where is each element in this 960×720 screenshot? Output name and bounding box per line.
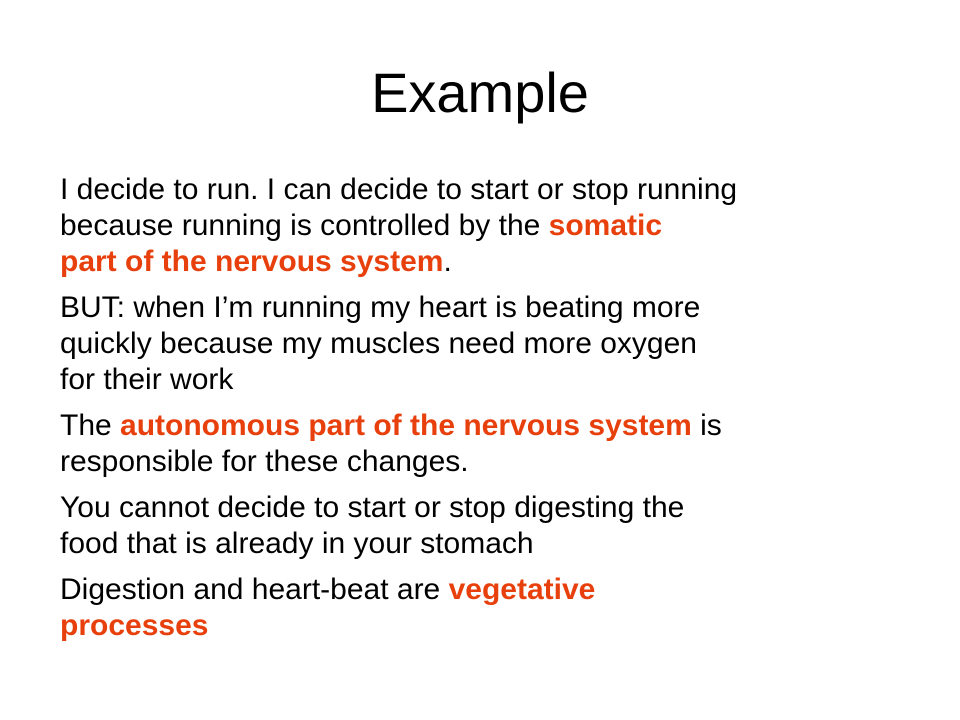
paragraph-digesting — [60, 490, 900, 562]
highlight-processes: processes — [60, 609, 209, 642]
text-line — [60, 244, 900, 280]
slide-title: Example — [371, 61, 589, 124]
paragraph-vegetative — [60, 572, 900, 644]
highlight-nervous-system: part of the nervous system — [60, 245, 444, 278]
text-segment: Digestion and heart-beat are — [60, 573, 449, 606]
paragraph-running — [60, 172, 900, 280]
paragraph-autonomous — [60, 408, 900, 480]
text-line — [60, 408, 900, 444]
text-line: food that is already in your stomach — [60, 527, 534, 560]
text-segment: . — [443, 245, 452, 278]
slide-body — [60, 172, 900, 654]
text-line: You cannot decide to start or stop digesting the — [60, 491, 685, 524]
highlight-somatic: somatic — [548, 209, 663, 242]
text-line: quickly because my muscles need more oxygen — [60, 327, 697, 360]
highlight-autonomous: autonomous part of the nervous system — [120, 409, 692, 442]
text-line: I decide to run. I can decide to start or stop running — [60, 173, 738, 206]
text-line — [60, 572, 900, 608]
text-line — [60, 208, 900, 244]
text-line: responsible for these changes. — [60, 445, 469, 478]
text-segment: The — [60, 409, 121, 442]
text-segment: because running is controlled by the — [60, 209, 549, 242]
text-line: BUT: when I’m running my heart is beating more — [60, 291, 701, 324]
highlight-vegetative: vegetative — [448, 573, 596, 606]
text-line — [60, 608, 900, 644]
paragraph-heart — [60, 290, 900, 398]
text-segment: is — [691, 409, 722, 442]
text-line: for their work — [60, 363, 234, 396]
